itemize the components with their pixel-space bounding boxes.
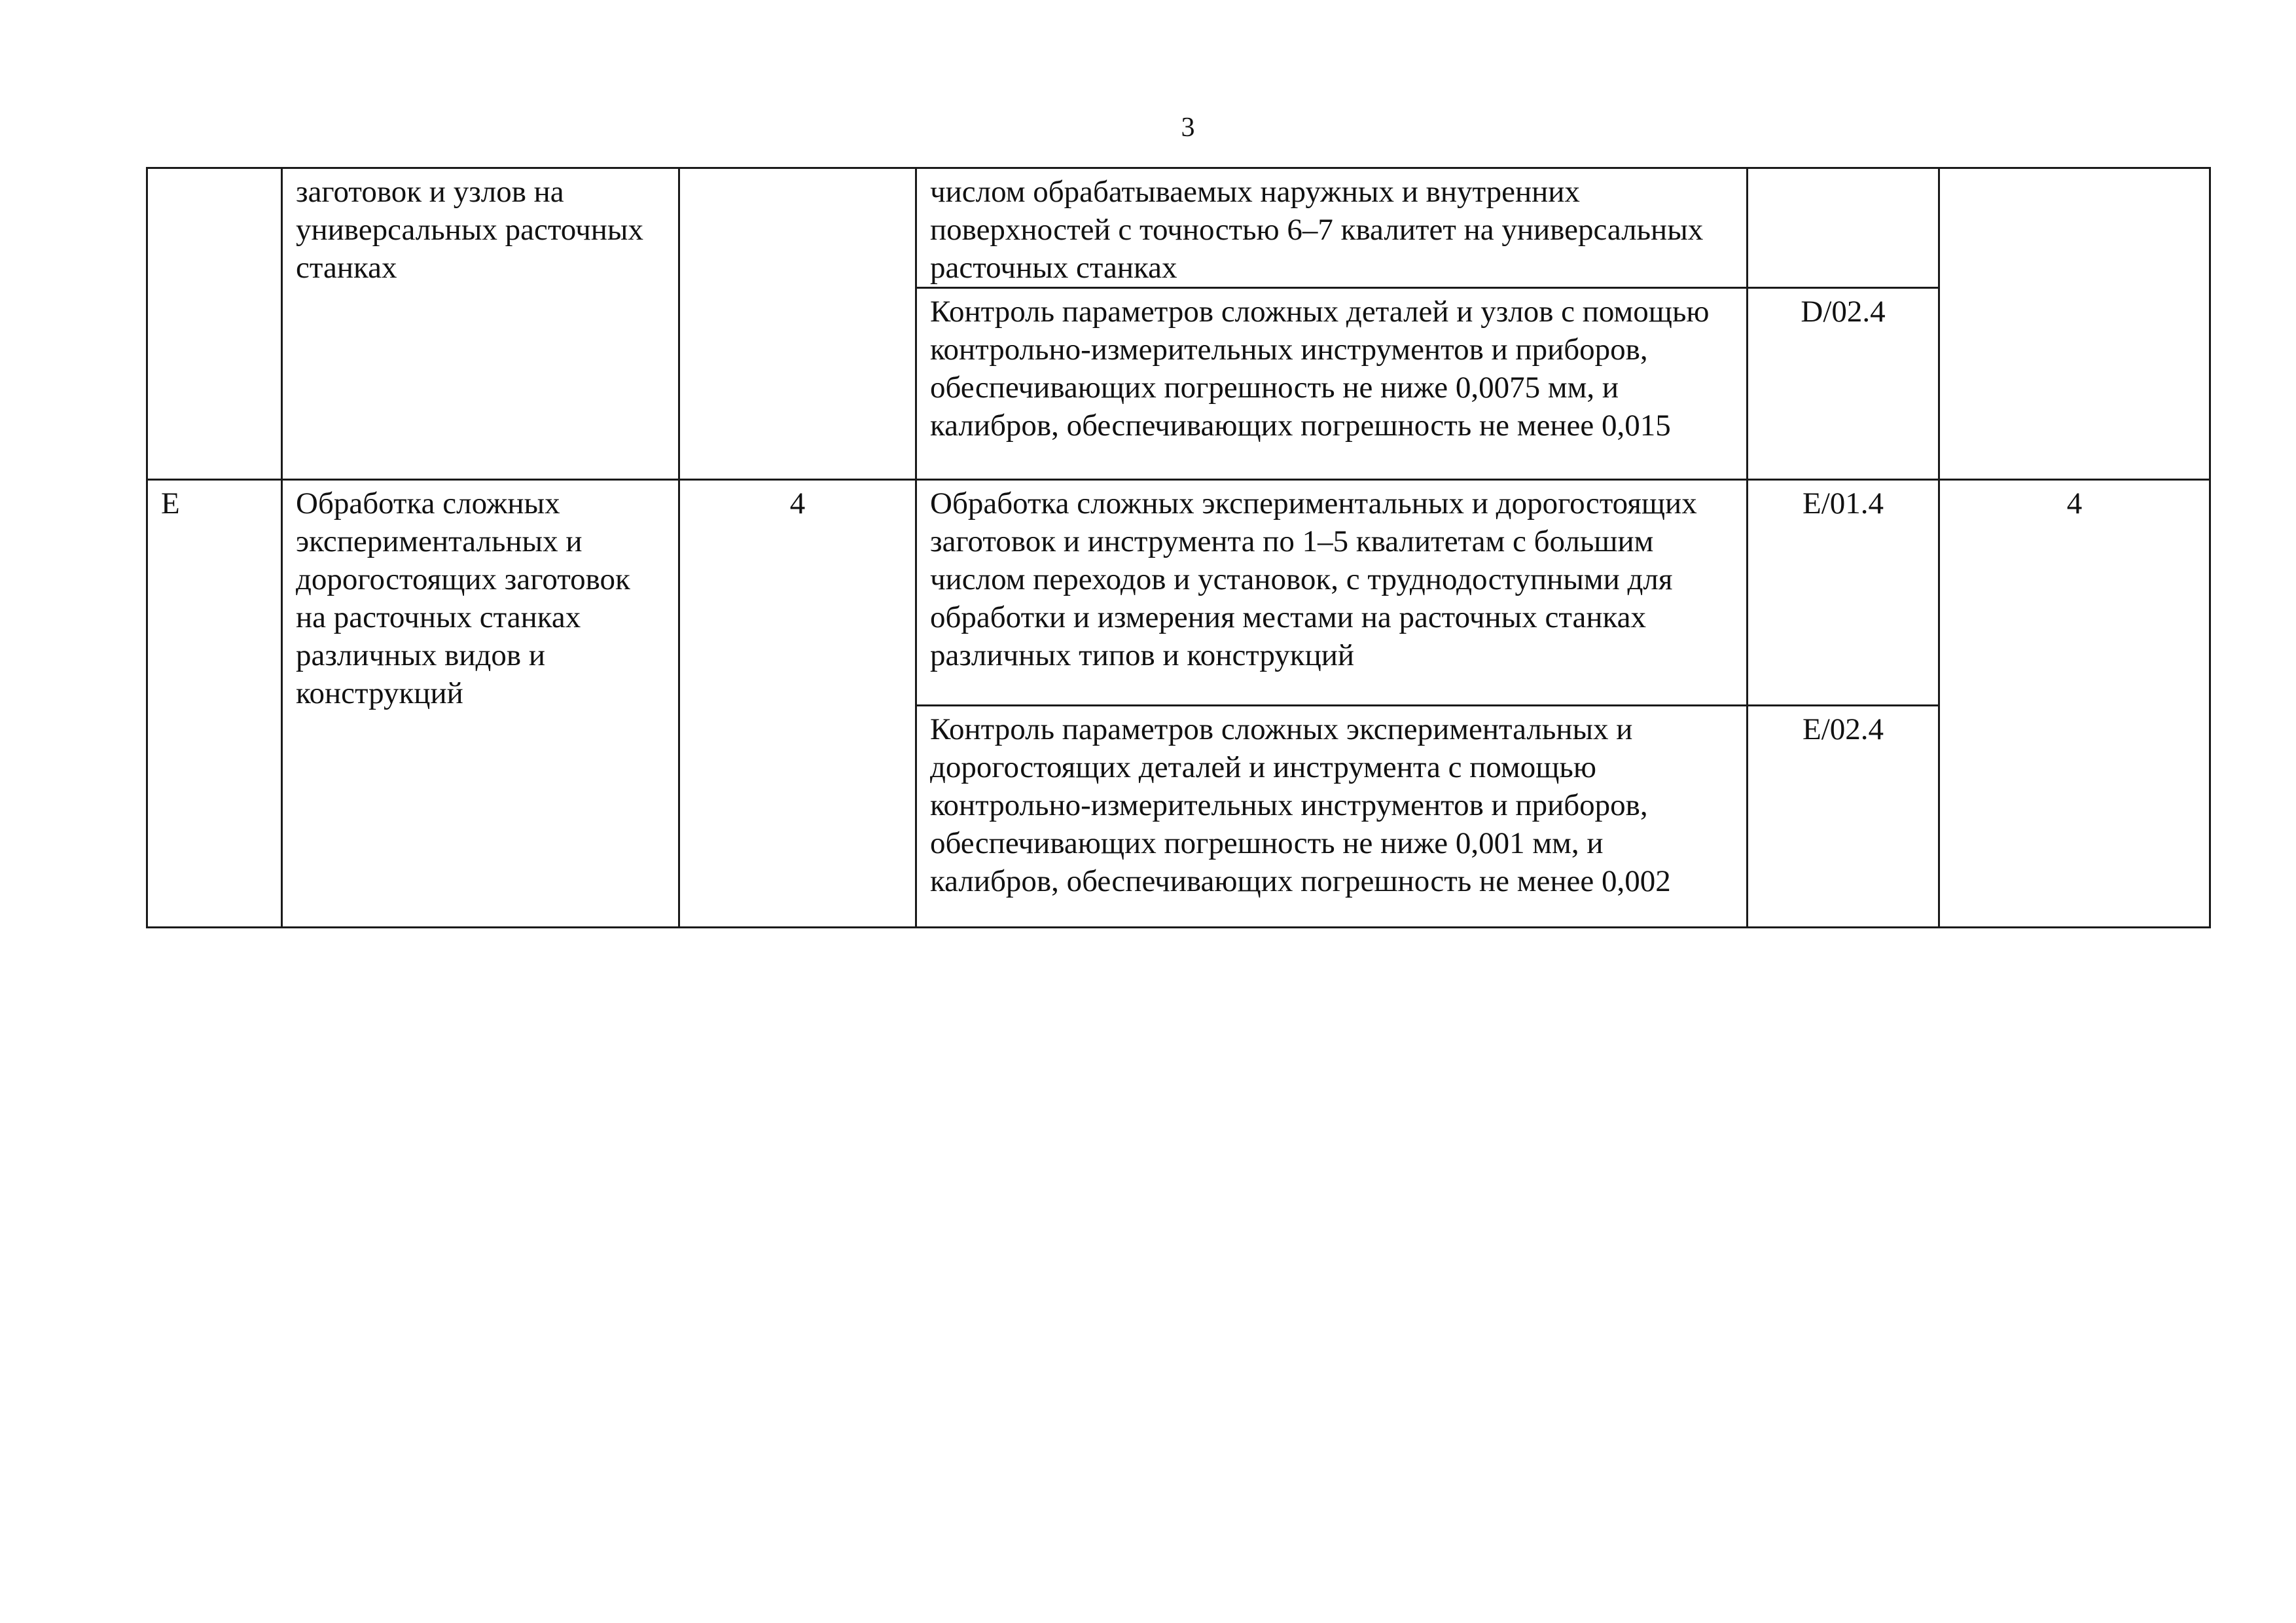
table-row — [147, 480, 2210, 706]
gf-code-cell: E — [147, 480, 282, 928]
qualification-table — [146, 167, 2211, 928]
sublevel-cell — [1939, 168, 2210, 480]
function-code-cell: D/02.4 — [1748, 288, 1939, 480]
function-name-cell: Контроль параметров сложных экспериментальных и дорогостоящих деталей и инструмента с помощью контрольно-измерительных инструментов и приборов, обеспечивающих погрешность не ниже 0,001 мм, и калибров, обеспечивающих погрешность не менее 0,002 — [916, 706, 1748, 928]
function-name-cell: Обработка сложных экспериментальных и дорогостоящих заготовок и инструмента по 1–5 квалитетам с большим числом переходов и установок, с труднодоступными для обработки и измерения местами на расточных станках различных типов и конструкций — [916, 480, 1748, 706]
function-name-cell: числом обрабатываемых наружных и внутренних поверхностей с точностью 6–7 квалитет на универсальных расточных станках — [916, 168, 1748, 288]
gf-level-cell: 4 — [679, 480, 916, 928]
function-name-cell: Контроль параметров сложных деталей и узлов с помощью контрольно-измерительных инструментов и приборов, обеспечивающих погрешность не ниже 0,0075 мм, и калибров, обеспечивающих погрешность не менее 0,015 — [916, 288, 1748, 480]
sublevel-cell: 4 — [1939, 480, 2210, 928]
function-code-cell: E/02.4 — [1748, 706, 1939, 928]
gf-name-cell: заготовок и узлов на универсальных расточных станках — [282, 168, 679, 480]
gf-name-cell: Обработка сложных экспериментальных и дорогостоящих заготовок на расточных станках различных видов и конструкций — [282, 480, 679, 928]
function-code-cell: E/01.4 — [1748, 480, 1939, 706]
table-row — [147, 168, 2210, 288]
page-number: 3 — [1181, 113, 1195, 143]
gf-level-cell — [679, 168, 916, 480]
gf-code-cell — [147, 168, 282, 480]
function-code-cell — [1748, 168, 1939, 288]
